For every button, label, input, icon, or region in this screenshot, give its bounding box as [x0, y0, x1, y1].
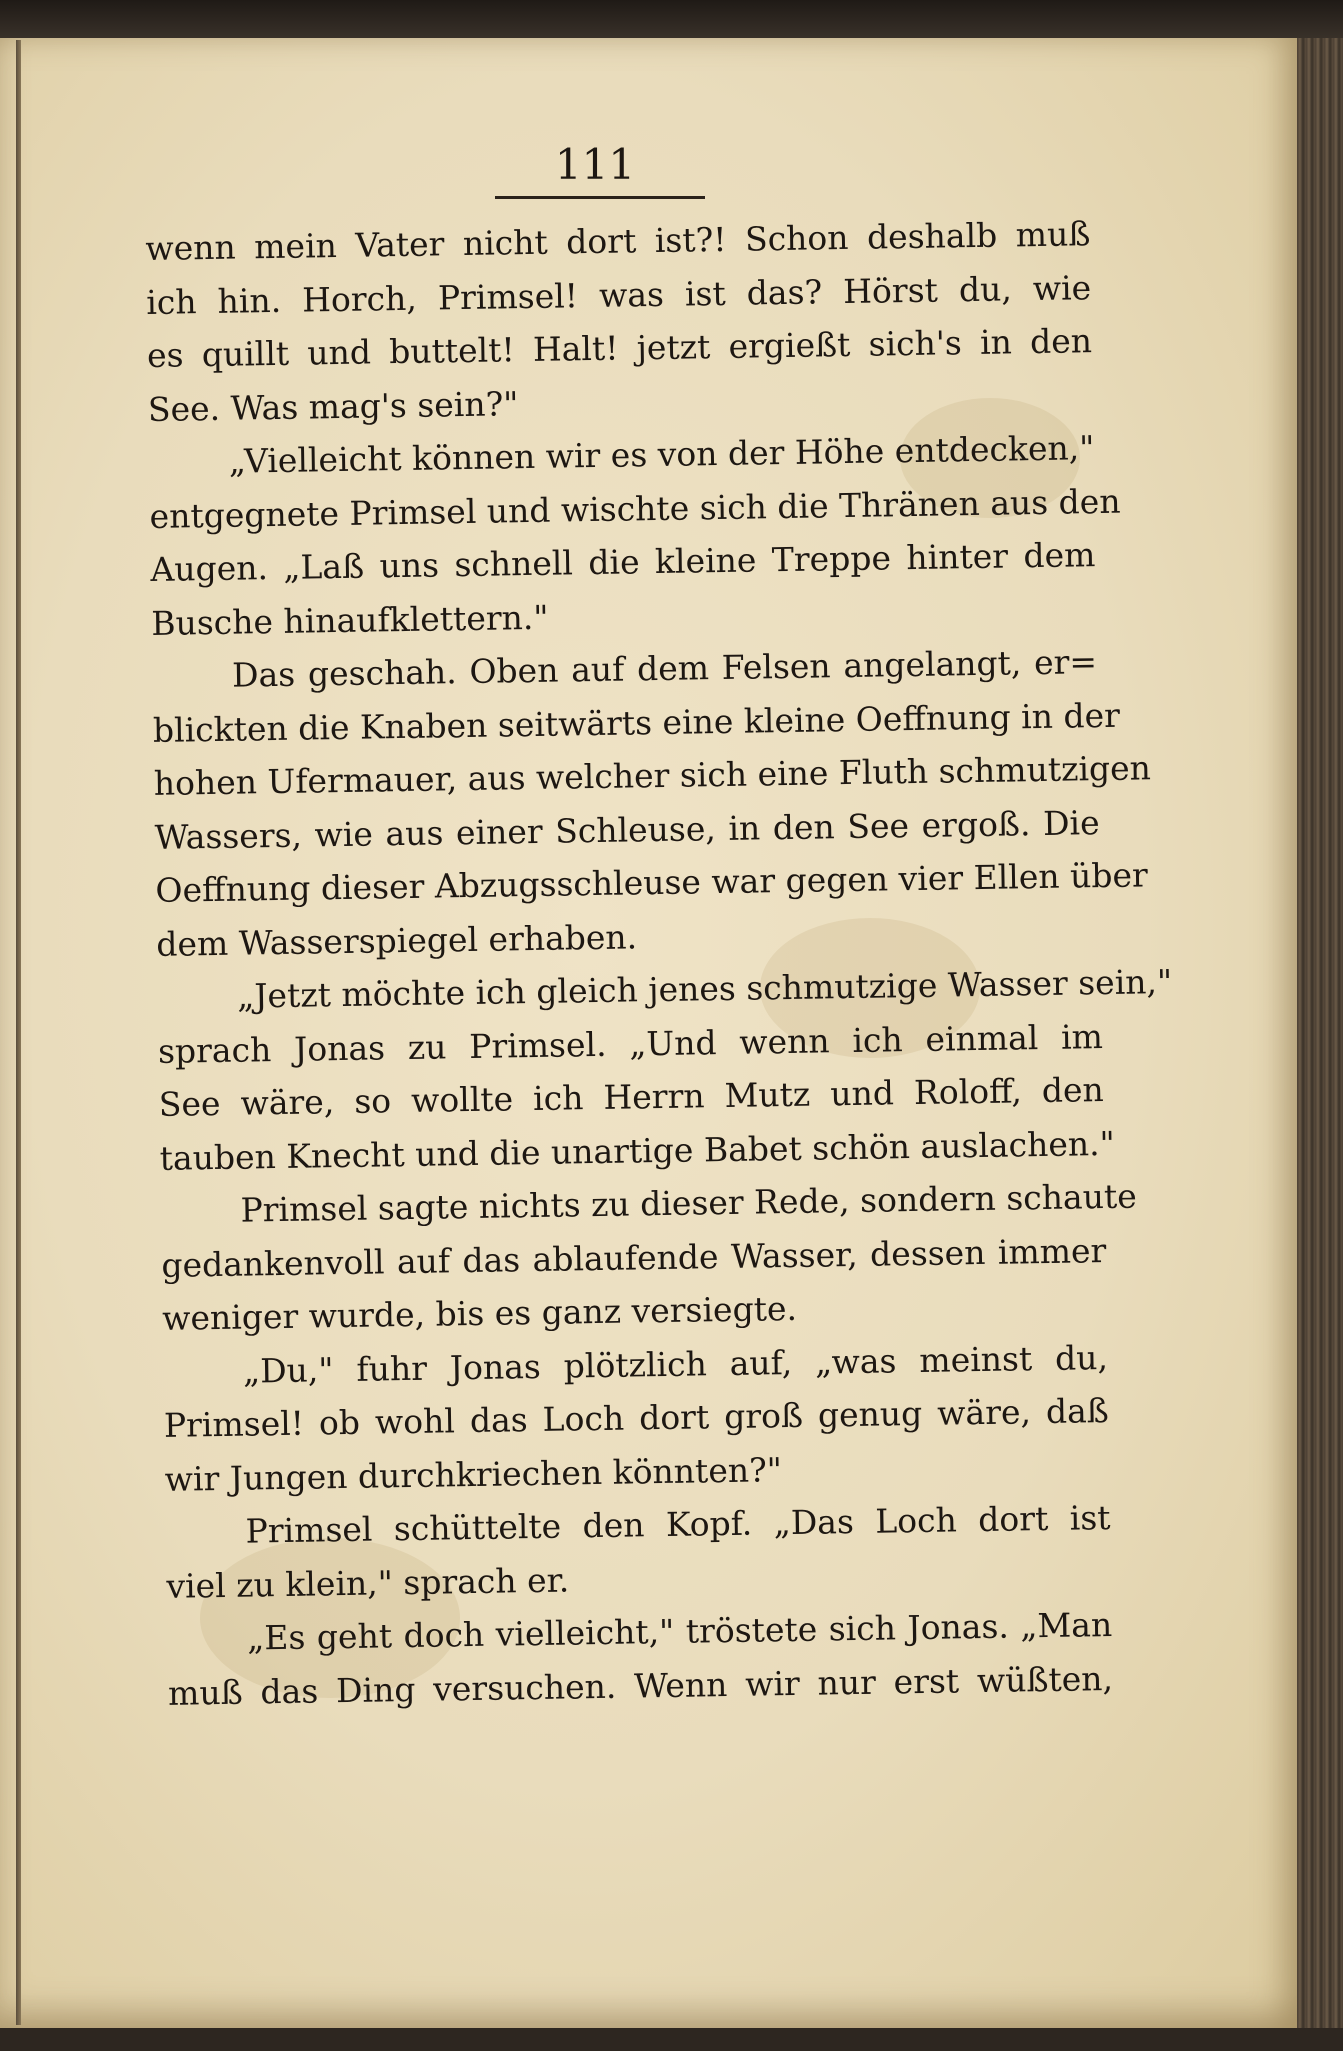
text-line: Oeffnung dieser Abzugsschleuse war gegen vier Ellen über	[155, 855, 1149, 910]
text-line: See. Was mag's sein?"	[147, 383, 519, 429]
text-line: Wassers, wie aus einer Schleuse, in den See ergoß. Die	[154, 802, 1100, 857]
body-text	[145, 207, 1173, 1720]
text-line: entgegnete Primsel und wischte sich die Thränen aus den	[149, 481, 1121, 536]
text-line: blickten die Knaben seitwärts eine kleine Oeffnung in der	[152, 695, 1121, 750]
text-line: wenn mein Vater nicht dort ist?! Schon deshalb muß	[145, 214, 1091, 268]
page-number: 111	[554, 140, 636, 189]
text-line: viel zu klein," sprach er.	[166, 1560, 570, 1606]
text-line: Primsel schüttelte den Kopf. „Das Loch dort ist	[245, 1497, 1111, 1551]
text-line: Augen. „Laß uns schnell die kleine Treppe hinter dem	[150, 535, 1096, 589]
text-line: sprach Jonas zu Primsel. „Und wenn ich einmal im	[157, 1016, 1104, 1071]
text-line: dem Wasserspiegel erhaben.	[156, 916, 638, 964]
text-line: „Vielleicht können wir es von der Höhe entdecken,"	[228, 428, 1095, 481]
text-line: gedankenvoll auf das ablaufende Wasser, dessen immer	[161, 1230, 1107, 1285]
text-line: wir Jungen durchkriechen könnten?"	[164, 1449, 783, 1499]
text-line: tauben Knecht und die unartige Babet schön auslachen."	[159, 1123, 1116, 1178]
text-line: „Es geht doch vielleicht," tröstete sich Jonas. „Man	[246, 1604, 1113, 1658]
text-line: „Du," fuhr Jonas plötzlich auf, „was meinst du,	[242, 1337, 1109, 1391]
text-line: Primsel! ob wohl das Loch dort groß genug wäre, daß	[163, 1391, 1110, 1445]
text-line: Busche hinaufklettern."	[150, 597, 549, 643]
text-line: es quillt und buttelt! Halt! jetzt ergießt sich's in den	[146, 321, 1093, 375]
text-line: muß das Ding versuchen. Wenn wir nur erst wüßten,	[167, 1658, 1114, 1713]
header-rule	[495, 196, 705, 199]
text-line: ich hin. Horch, Primsel! was ist das? Hörst du, wie	[145, 267, 1092, 322]
page-edges	[1297, 38, 1343, 2028]
text-line: „Jetzt möchte ich gleich jenes schmutzige Wasser sein,"	[236, 961, 1173, 1016]
text-line: Das geschah. Oben auf dem Felsen angelangt, er=	[231, 642, 1098, 695]
text-line: See wäre, so wollte ich Herrn Mutz und Roloff, den	[158, 1070, 1105, 1124]
text-line: Primsel sagte nichts zu dieser Rede, sondern schaute	[240, 1176, 1138, 1230]
text-line: weniger wurde, bis es ganz versiegte.	[161, 1288, 798, 1338]
binding-shadow	[16, 40, 21, 2025]
text-line: hohen Ufermauer, aus welcher sich eine Fluth schmutzigen	[153, 748, 1152, 803]
